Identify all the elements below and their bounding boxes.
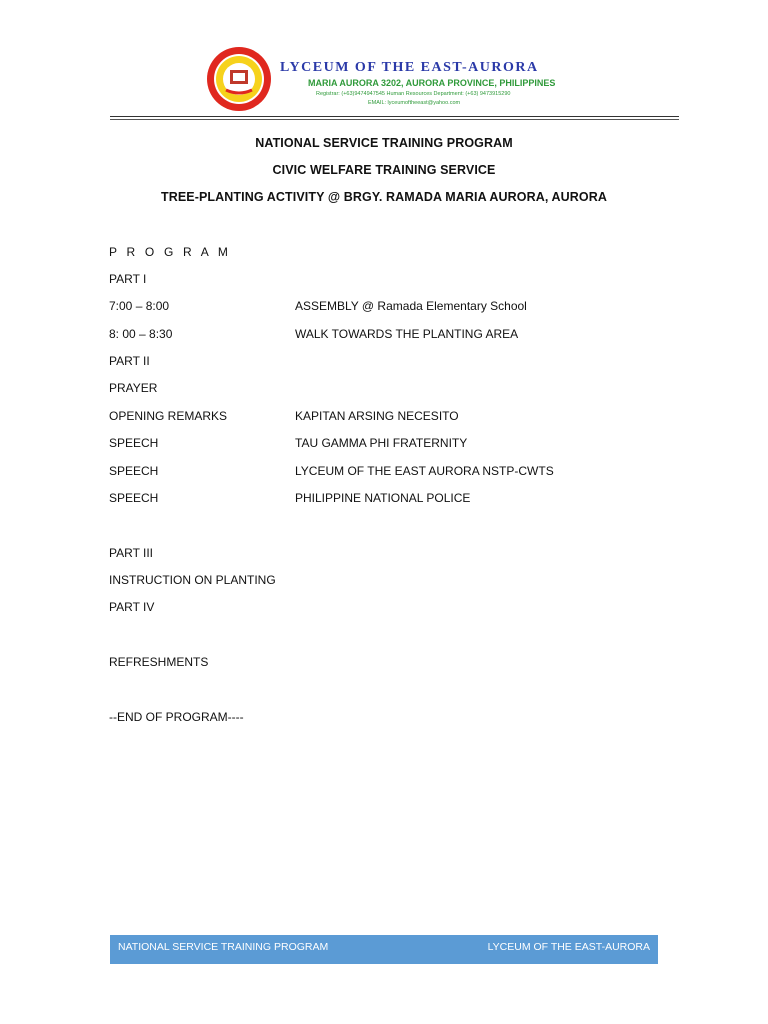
school-seal-icon [206, 46, 272, 112]
title-activity: TREE-PLANTING ACTIVITY @ BRGY. RAMADA MARIA AURORA, AURORA [161, 190, 607, 204]
program-value: ASSEMBLY @ Ramada Elementary School [295, 299, 527, 313]
header-divider-thin [110, 119, 679, 120]
program-label: OPENING REMARKS [109, 409, 228, 423]
school-email: EMAIL: lyceumoftheeast@yahoo.com [368, 100, 461, 106]
school-name: LYCEUM OF THE EAST-AURORA [280, 60, 539, 75]
program-label: PART III [109, 546, 154, 560]
school-address: MARIA AURORA 3202, AURORA PROVINCE, PHILIPPINES [308, 78, 556, 88]
program-label: INSTRUCTION ON PLANTING [109, 573, 276, 587]
program-label: 8: 00 – 8:30 [109, 327, 173, 341]
program-label: SPEECH [109, 491, 159, 505]
program-value: PHILIPPINE NATIONAL POLICE [295, 491, 471, 505]
title-cwts: CIVIC WELFARE TRAINING SERVICE [272, 163, 496, 177]
program-label: SPEECH [109, 436, 159, 450]
school-contact: Registrar: (+63)9474947545 Human Resources Department: (+63) 9473915290 [316, 91, 511, 97]
footer-right-text: LYCEUM OF THE EAST-AURORA [487, 941, 650, 953]
program-label: --END OF PROGRAM---- [109, 710, 244, 724]
program-heading: P R O G R A M [109, 245, 232, 259]
program-label: PART I [109, 272, 147, 286]
footer-left-text: NATIONAL SERVICE TRAINING PROGRAM [118, 941, 329, 953]
program-label: PART IV [109, 600, 155, 614]
program-label: PART II [109, 354, 150, 368]
program-label: 7:00 – 8:00 [109, 299, 170, 313]
program-value: LYCEUM OF THE EAST AURORA NSTP-CWTS [295, 464, 554, 478]
program-label: REFRESHMENTS [109, 655, 209, 669]
program-label: SPEECH [109, 464, 159, 478]
program-label: PRAYER [109, 381, 158, 395]
program-value: WALK TOWARDS THE PLANTING AREA [295, 327, 519, 341]
letterhead [200, 44, 580, 114]
program-value: KAPITAN ARSING NECESITO [295, 409, 459, 423]
title-nstp: NATIONAL SERVICE TRAINING PROGRAM [255, 136, 513, 150]
program-value: TAU GAMMA PHI FRATERNITY [295, 436, 468, 450]
footer-bar [110, 935, 658, 964]
header-divider [110, 116, 679, 117]
